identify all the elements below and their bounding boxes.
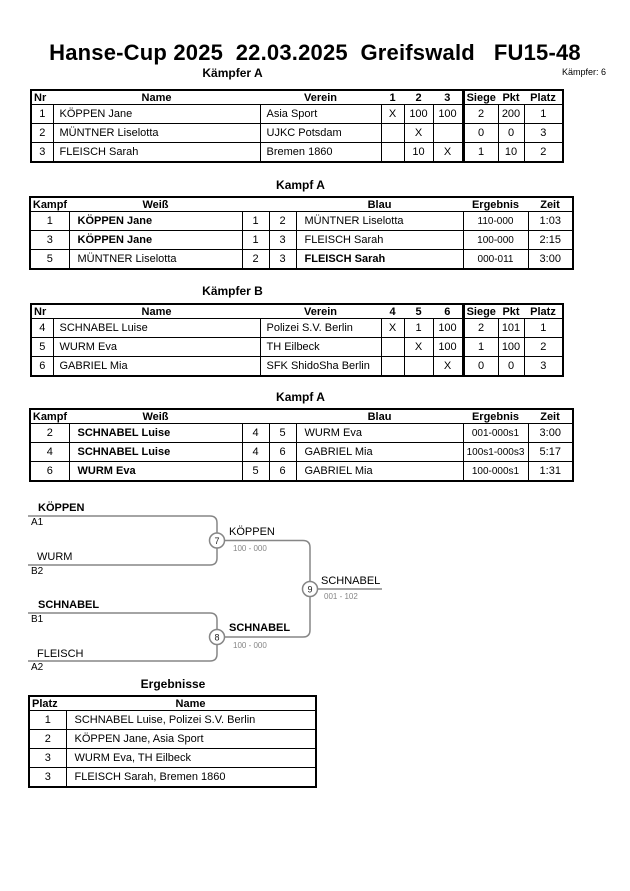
semi1-score: 100 - 000	[233, 544, 267, 553]
col-header-verein: Verein	[303, 91, 338, 104]
col-header-pkt: Pkt	[502, 91, 520, 104]
cell-name: WURM Eva, TH Eilbeck	[66, 749, 316, 768]
cell-pkt: 200	[498, 105, 524, 124]
cell-kampf: 6	[30, 462, 69, 482]
cell-nr: 2	[31, 124, 53, 143]
col-header-zeit: Zeit	[540, 198, 560, 211]
matches-b-table	[29, 408, 574, 482]
match-number-9: 9	[307, 584, 313, 595]
col-header-platz: Platz	[530, 305, 556, 318]
cell-n2: 3	[269, 231, 296, 250]
table-header-row	[29, 696, 316, 711]
cell-zeit: 3:00	[528, 424, 573, 443]
cell-r2	[404, 357, 433, 377]
table-header-row	[31, 90, 563, 105]
pool-a-table	[30, 89, 564, 163]
cell-pkt: 0	[498, 357, 524, 377]
cell-kampf: 2	[30, 424, 69, 443]
cell-n1: 4	[242, 424, 269, 443]
cell-blau: GABRIEL Mia	[296, 462, 463, 482]
cell-siege: 0	[463, 124, 498, 143]
col-header-kampf: Kampf	[32, 410, 68, 423]
matches-b-heading: Kampf A	[276, 390, 325, 404]
col-header-platz: Platz	[530, 91, 556, 104]
cell-pkt: 10	[498, 143, 524, 163]
cell-platz: 2	[524, 143, 563, 163]
col-header-spacer	[242, 197, 269, 212]
table-row	[29, 730, 316, 749]
table-row	[30, 443, 573, 462]
cell-n1: 2	[242, 250, 269, 270]
table-row	[29, 711, 316, 730]
cell-name: FLEISCH Sarah, Bremen 1860	[66, 768, 316, 788]
table-row	[31, 124, 563, 143]
table-row	[31, 338, 563, 357]
results-heading: Ergebnisse	[140, 677, 206, 691]
cell-siege: 0	[463, 357, 498, 377]
col-header-spacer	[269, 197, 296, 212]
col-header-nr: Nr	[34, 91, 47, 104]
cell-r2: X	[404, 338, 433, 357]
cell-r1	[381, 143, 404, 163]
pool-a-heading: Kämpfer A	[202, 66, 263, 80]
cell-n1: 5	[242, 462, 269, 482]
cell-platz: 1	[524, 105, 563, 124]
final-score: 001 - 102	[324, 592, 358, 601]
cell-n1: 1	[242, 231, 269, 250]
cell-name: FLEISCH Sarah	[53, 143, 260, 163]
matches-a-table	[29, 196, 574, 270]
cell-weiss: KÖPPEN Jane	[69, 231, 242, 250]
cell-platz: 3	[524, 357, 563, 377]
cell-weiss: WURM Eva	[69, 462, 242, 482]
cell-platz: 3	[29, 768, 66, 788]
col-header-name: Name	[141, 91, 172, 104]
col-header-6: 6	[444, 305, 451, 318]
cell-pkt: 101	[498, 319, 524, 338]
cell-r3: 100	[433, 338, 463, 357]
cell-n1: 1	[242, 212, 269, 231]
table-row	[30, 462, 573, 482]
table-row	[31, 105, 563, 124]
bracket-slot-name: KÖPPEN	[38, 502, 85, 514]
cell-r3	[433, 124, 463, 143]
cell-blau: WURM Eva	[296, 424, 463, 443]
match-number-7: 7	[214, 536, 220, 546]
cell-r2: 1	[404, 319, 433, 338]
cell-nr: 5	[31, 338, 53, 357]
cell-zeit: 1:03	[528, 212, 573, 231]
col-header-spacer	[269, 409, 296, 424]
cell-r3: X	[433, 357, 463, 377]
col-header-pkt: Pkt	[502, 305, 520, 318]
col-header-blau: Blau	[367, 410, 392, 423]
cell-ergebnis: 000-011	[463, 250, 528, 270]
cell-nr: 6	[31, 357, 53, 377]
cell-verein: TH Eilbeck	[260, 338, 381, 357]
cell-name: WURM Eva	[53, 338, 260, 357]
cell-n2: 5	[269, 424, 296, 443]
cell-kampf: 3	[30, 231, 69, 250]
cell-name: KÖPPEN Jane, Asia Sport	[66, 730, 316, 749]
col-header-nr: Nr	[34, 305, 47, 318]
cell-siege: 1	[463, 338, 498, 357]
col-header-ergebnis: Ergebnis	[471, 410, 520, 423]
col-header-name: Name	[141, 305, 172, 318]
cell-name: MÜNTNER Liselotta	[53, 124, 260, 143]
cell-zeit: 3:00	[528, 250, 573, 270]
table-row	[30, 250, 573, 270]
cell-pkt: 0	[498, 124, 524, 143]
cell-n2: 6	[269, 462, 296, 482]
pool-b-heading: Kämpfer B	[202, 284, 263, 298]
col-header-zeit: Zeit	[540, 410, 560, 423]
cell-ergebnis: 100-000s1	[463, 462, 528, 482]
elimination-bracket	[0, 495, 630, 695]
cell-verein: Asia Sport	[260, 105, 381, 124]
semi1-winner-name: KÖPPEN	[229, 526, 275, 538]
cell-platz: 1	[524, 319, 563, 338]
cell-zeit: 5:17	[528, 443, 573, 462]
col-header-4: 4	[389, 305, 396, 318]
cell-siege: 2	[463, 319, 498, 338]
cell-r1	[381, 124, 404, 143]
bracket-slot-seed: B2	[31, 566, 44, 577]
col-header-blau: Blau	[367, 198, 392, 211]
bracket-lines	[0, 495, 630, 695]
cell-blau: FLEISCH Sarah	[296, 231, 463, 250]
col-header-platz: Platz	[32, 697, 58, 710]
cell-r1	[381, 357, 404, 377]
cell-name: GABRIEL Mia	[53, 357, 260, 377]
cell-kampf: 4	[30, 443, 69, 462]
cell-blau: GABRIEL Mia	[296, 443, 463, 462]
table-row	[29, 749, 316, 768]
cell-siege: 1	[463, 143, 498, 163]
cell-blau: MÜNTNER Liselotta	[296, 212, 463, 231]
table-row	[29, 768, 316, 788]
col-header-weiss: Weiß	[142, 198, 169, 211]
cell-zeit: 2:15	[528, 231, 573, 250]
table-row	[30, 424, 573, 443]
cell-kampf: 1	[30, 212, 69, 231]
cell-r3: 100	[433, 319, 463, 338]
table-row	[31, 319, 563, 338]
cell-ergebnis: 001-000s1	[463, 424, 528, 443]
col-header-name: Name	[175, 697, 206, 710]
col-header-siege: Siege	[463, 90, 498, 105]
table-header-row	[30, 409, 573, 424]
matches-a-heading: Kampf A	[276, 178, 325, 192]
col-header-spacer	[242, 409, 269, 424]
cell-zeit: 1:31	[528, 462, 573, 482]
cell-r3: 100	[433, 105, 463, 124]
bracket-slot-seed: A2	[31, 662, 44, 673]
cell-r3: X	[433, 143, 463, 163]
fighter-count-label: Kämpfer: 6	[561, 67, 606, 77]
cell-verein: Bremen 1860	[260, 143, 381, 163]
cell-ergebnis: 110-000	[463, 212, 528, 231]
table-row	[30, 231, 573, 250]
col-header-kampf: Kampf	[32, 198, 68, 211]
table-row	[30, 212, 573, 231]
cell-platz: 1	[29, 711, 66, 730]
table-row	[31, 143, 563, 163]
cell-r2: 100	[404, 105, 433, 124]
cell-r2: X	[404, 124, 433, 143]
table-row	[31, 357, 563, 377]
cell-siege: 2	[463, 105, 498, 124]
cell-n2: 3	[269, 250, 296, 270]
cell-platz: 2	[29, 730, 66, 749]
cell-kampf: 5	[30, 250, 69, 270]
table-header-row	[30, 197, 573, 212]
cell-nr: 3	[31, 143, 53, 163]
semi2-score: 100 - 000	[233, 641, 267, 650]
cell-name: SCHNABEL Luise	[53, 319, 260, 338]
col-header-ergebnis: Ergebnis	[471, 198, 520, 211]
cell-blau: FLEISCH Sarah	[296, 250, 463, 270]
cell-platz: 2	[524, 338, 563, 357]
bracket-slot-seed: A1	[31, 517, 44, 528]
bracket-slot-name: WURM	[37, 551, 73, 563]
cell-verein: SFK ShidoSha Berlin	[260, 357, 381, 377]
cell-n2: 6	[269, 443, 296, 462]
col-header-1: 1	[389, 91, 396, 104]
semi2-winner-name: SCHNABEL	[229, 622, 291, 634]
cell-r1	[381, 338, 404, 357]
cell-verein: UJKC Potsdam	[260, 124, 381, 143]
cell-platz: 3	[29, 749, 66, 768]
cell-n1: 4	[242, 443, 269, 462]
col-header-weiss: Weiß	[142, 410, 169, 423]
cell-pkt: 100	[498, 338, 524, 357]
cell-ergebnis: 100s1-000s3	[463, 443, 528, 462]
results-table	[28, 695, 317, 788]
cell-r1: X	[381, 319, 404, 338]
table-header-row	[31, 304, 563, 319]
cell-ergebnis: 100-000	[463, 231, 528, 250]
match-number-8: 8	[214, 632, 220, 643]
page-title: Hanse-Cup 2025 22.03.2025 Greifswald FU15-48	[49, 40, 581, 65]
cell-nr: 4	[31, 319, 53, 338]
col-header-siege: Siege	[463, 304, 498, 319]
cell-platz: 3	[524, 124, 563, 143]
col-header-verein: Verein	[303, 305, 338, 318]
cell-n2: 2	[269, 212, 296, 231]
bracket-slot-seed: B1	[31, 614, 44, 625]
cell-weiss: MÜNTNER Liselotta	[69, 250, 242, 270]
cell-name: SCHNABEL Luise, Polizei S.V. Berlin	[66, 711, 316, 730]
cell-weiss: SCHNABEL Luise	[69, 443, 242, 462]
cell-name: KÖPPEN Jane	[53, 105, 260, 124]
cell-weiss: SCHNABEL Luise	[69, 424, 242, 443]
cell-weiss: KÖPPEN Jane	[69, 212, 242, 231]
cell-r2: 10	[404, 143, 433, 163]
cell-r1: X	[381, 105, 404, 124]
pool-b-table	[30, 303, 564, 377]
col-header-3: 3	[444, 91, 451, 104]
final-winner-name: SCHNABEL	[321, 575, 381, 587]
cell-nr: 1	[31, 105, 53, 124]
col-header-2: 2	[415, 91, 422, 104]
bracket-slot-name: SCHNABEL	[38, 599, 100, 611]
col-header-5: 5	[415, 305, 422, 318]
cell-verein: Polizei S.V. Berlin	[260, 319, 381, 338]
bracket-slot-name: FLEISCH	[37, 648, 84, 660]
